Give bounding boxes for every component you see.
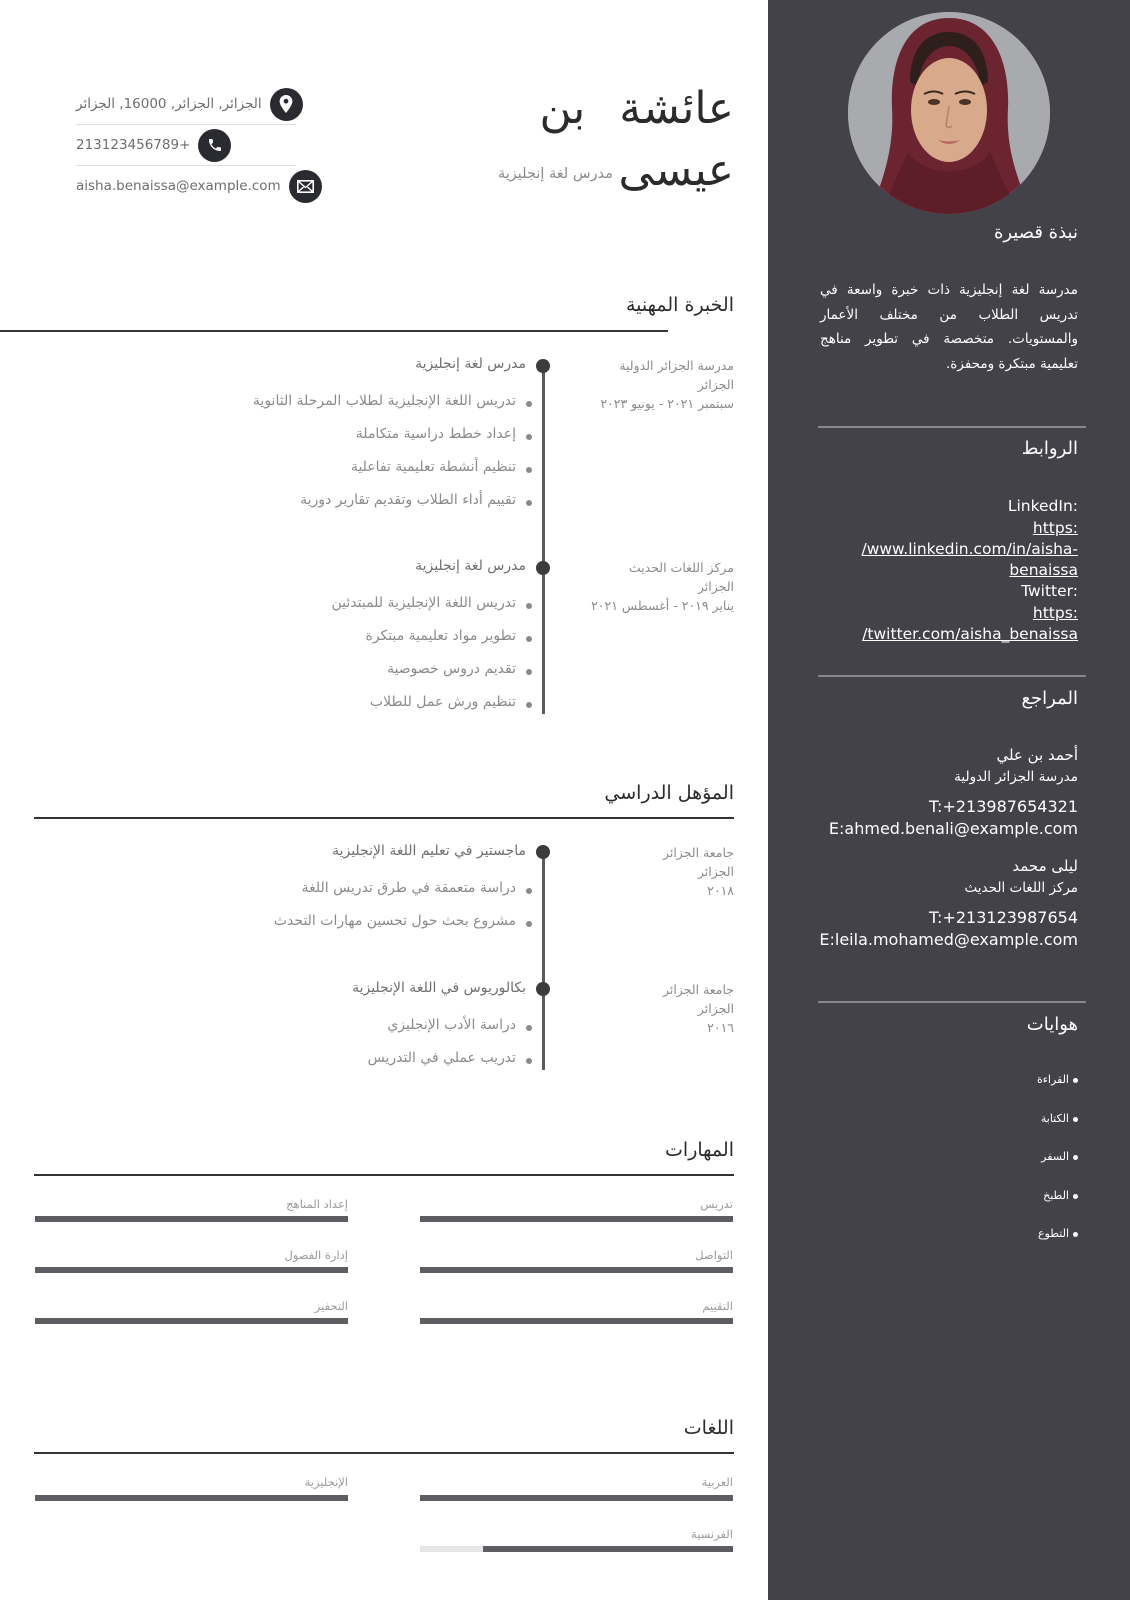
language-bar xyxy=(420,1546,733,1552)
reference-email: E:ahmed.benali@example.com xyxy=(828,819,1078,838)
reference-phone: T:+213123987654 xyxy=(929,908,1078,927)
skill-bar xyxy=(420,1267,733,1273)
reference-org: مركز اللغات الحديث xyxy=(964,880,1078,896)
skill-bar xyxy=(35,1267,348,1273)
contact-email xyxy=(76,166,328,206)
skill-bar xyxy=(420,1216,733,1222)
experience-role: مدرس لغة إنجليزية xyxy=(415,356,526,372)
skill-bar-fill xyxy=(35,1318,348,1324)
experience-bullet: تنظيم أنشطة تعليمية تفاعلية xyxy=(350,459,516,475)
experience-section-title: الخبرة المهنية xyxy=(625,294,734,316)
language-label: الفرنسية xyxy=(691,1527,733,1541)
experience-bullet: تدريس اللغة الإنجليزية لطلاب المرحلة الثانوية xyxy=(252,393,516,409)
reference-org: مدرسة الجزائر الدولية xyxy=(954,769,1078,785)
language-bar-fill xyxy=(420,1495,733,1501)
phone-text: 213123456789+ xyxy=(76,137,191,153)
education-degree: بكالوريوس في اللغة الإنجليزية xyxy=(352,980,526,996)
language-bar xyxy=(35,1495,348,1501)
experience-bullet: تنظيم ورش عمل للطلاب xyxy=(369,694,516,710)
skill-bar-fill xyxy=(420,1216,733,1222)
experience-company: مدرسة الجزائر الدولية xyxy=(619,358,734,373)
experience-role: مدرس لغة إنجليزية xyxy=(415,558,526,574)
job-title: مدرس لغة إنجليزية xyxy=(498,166,613,182)
skill-bar-fill xyxy=(35,1216,348,1222)
experience-dates: سبتمبر ٢٠٢١ - يونيو ٢٠٢٣ xyxy=(600,396,734,411)
education-timeline xyxy=(542,852,545,1070)
reference-name: ليلى محمد xyxy=(1012,857,1078,875)
experience-bullet: إعداد خطط دراسية متكاملة xyxy=(355,426,516,442)
sidebar-divider xyxy=(818,1001,1086,1003)
experience-meta xyxy=(591,558,734,615)
language-label: العربية xyxy=(701,1475,733,1489)
reference-email: E:leila.mohamed@example.com xyxy=(819,930,1078,949)
candidate-name: عائشة بن عيسى xyxy=(539,83,734,196)
skill-label: إعداد المناهج xyxy=(286,1197,348,1211)
education-bullet: دراسة الأدب الإنجليزي xyxy=(387,1017,516,1033)
experience-timeline xyxy=(542,366,545,714)
education-school: جامعة الجزائر xyxy=(662,845,734,860)
education-divider xyxy=(34,817,734,819)
sidebar-divider xyxy=(818,426,1086,428)
hobbies-title: هوايات xyxy=(1026,1014,1078,1035)
education-section-title: المؤهل الدراسي xyxy=(604,782,734,804)
timeline-dot xyxy=(536,359,550,373)
email-text: aisha.benaissa@example.com xyxy=(76,178,281,194)
skill-bar xyxy=(35,1318,348,1324)
timeline-dot xyxy=(536,982,550,996)
hobby-item: التطوع xyxy=(1038,1227,1078,1240)
linkedin-label: LinkedIn: xyxy=(1007,497,1078,515)
sidebar-divider xyxy=(818,675,1086,677)
language-bar xyxy=(420,1495,733,1501)
linkedin-link[interactable]: https: /www.linkedin.com/in/aisha-benaissa xyxy=(861,519,1078,579)
about-title: نبذة قصيرة xyxy=(993,222,1078,243)
experience-company: مركز اللغات الحديث xyxy=(628,560,734,575)
links-title: الروابط xyxy=(1021,438,1078,459)
hobby-item: الكتابة xyxy=(1041,1112,1078,1125)
education-year: ٢٠١٨ xyxy=(707,883,734,898)
experience-meta xyxy=(600,356,734,413)
contact-phone xyxy=(76,125,328,165)
education-bullet: دراسة متعمقة في طرق تدريس اللغة xyxy=(301,880,516,896)
timeline-dot xyxy=(536,561,550,575)
education-year: ٢٠١٦ xyxy=(707,1020,734,1035)
skill-bar xyxy=(35,1216,348,1222)
skill-bar-fill xyxy=(420,1318,733,1324)
experience-bullet: تدريس اللغة الإنجليزية للمبتدئين xyxy=(331,595,516,611)
education-meta xyxy=(663,843,734,900)
experience-dates: يناير ٢٠١٩ - أغسطس ٢٠٢١ xyxy=(591,598,734,613)
reference-name: أحمد بن علي xyxy=(996,746,1078,764)
skill-label: التحفيز xyxy=(314,1299,348,1313)
education-location: الجزائر xyxy=(697,1001,734,1016)
skill-label: تدريس xyxy=(700,1197,733,1211)
skill-bar-fill xyxy=(420,1267,733,1273)
hobby-item: القراءة xyxy=(1037,1073,1078,1086)
skills-divider xyxy=(34,1174,734,1176)
skill-label: إدارة الفصول xyxy=(284,1248,348,1262)
languages-divider xyxy=(34,1452,734,1454)
education-school: جامعة الجزائر xyxy=(662,982,734,997)
experience-location: الجزائر xyxy=(697,579,734,594)
skill-label: التقييم xyxy=(702,1299,733,1313)
education-degree: ماجستير في تعليم اللغة الإنجليزية xyxy=(332,843,526,859)
envelope-icon xyxy=(289,170,322,203)
education-bullet: تدريب عملي في التدريس xyxy=(367,1050,516,1066)
education-location: الجزائر xyxy=(697,864,734,879)
experience-bullet: تقييم أداء الطلاب وتقديم تقارير دورية xyxy=(300,492,516,508)
timeline-dot xyxy=(536,845,550,859)
languages-section-title: اللغات xyxy=(683,1417,734,1439)
about-text: مدرسة لغة إنجليزية ذات خبرة واسعة في تدريس الطلاب من مختلف الأعمار والمستويات. متخصصة في تطوير مناهج تعليمية مبتكرة ومحفزة. xyxy=(820,282,1078,372)
experience-bullet: تطوير مواد تعليمية مبتكرة xyxy=(365,628,516,644)
skill-label: التواصل xyxy=(695,1248,733,1262)
hobby-item: الطبخ xyxy=(1043,1189,1078,1202)
language-label: الإنجليزية xyxy=(304,1475,348,1489)
address-text: الجزائر, الجزائر, 16000, الجزائر xyxy=(76,96,262,112)
experience-bullet: تقديم دروس خصوصية xyxy=(387,661,516,677)
profile-photo xyxy=(848,12,1050,214)
references-title: المراجع xyxy=(1021,688,1078,709)
experience-location: الجزائر xyxy=(697,377,734,392)
language-bar-fill xyxy=(35,1495,348,1501)
location-pin-icon xyxy=(270,88,303,121)
skills-section-title: المهارات xyxy=(665,1139,734,1161)
education-bullet: مشروع بحث حول تحسين مهارات التحدث xyxy=(273,913,516,929)
reference-phone: T:+213987654321 xyxy=(929,797,1078,816)
phone-icon xyxy=(198,129,231,162)
contact-address xyxy=(76,84,328,124)
hobby-item: السفر xyxy=(1041,1150,1078,1163)
education-meta xyxy=(663,980,734,1037)
sidebar xyxy=(768,0,1130,1600)
experience-divider xyxy=(0,330,668,332)
twitter-label: Twitter: xyxy=(1021,582,1078,600)
skill-bar-fill xyxy=(35,1267,348,1273)
twitter-link[interactable]: https: /twitter.com/aisha_benaissa xyxy=(862,604,1078,643)
language-bar-fill xyxy=(483,1546,733,1552)
skill-bar xyxy=(420,1318,733,1324)
